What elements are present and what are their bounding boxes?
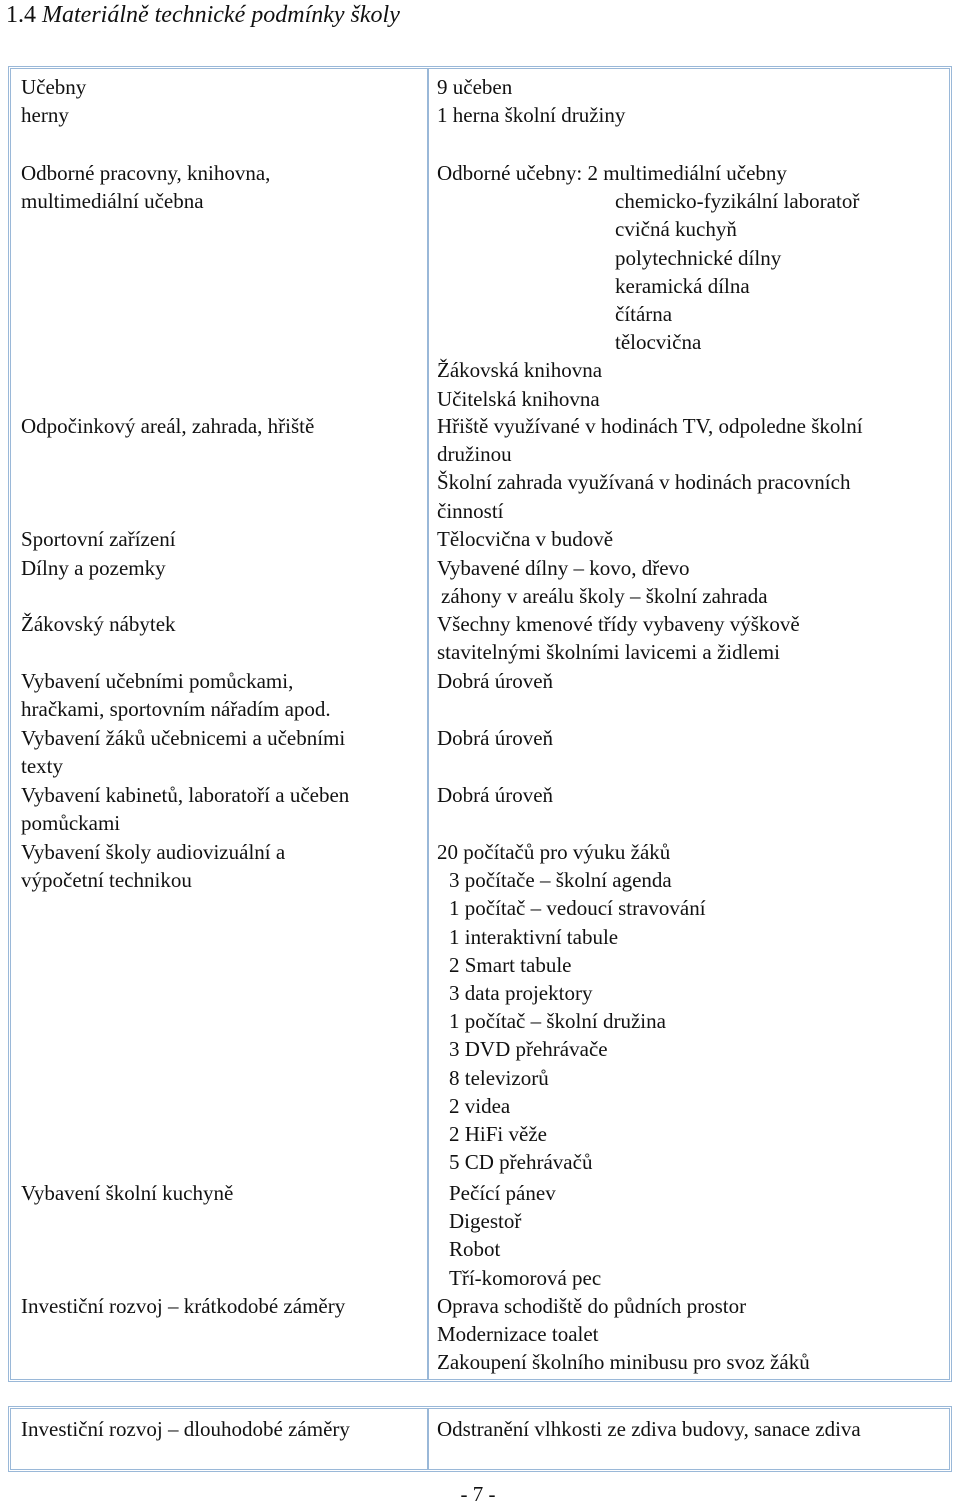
cell-line: čítárna — [615, 302, 673, 327]
cell-line: herny — [21, 103, 69, 128]
long-term-label — [21, 1415, 350, 1443]
cell-line: Tří-komorová pec — [449, 1265, 602, 1290]
cell-line: Učitelská knihovna — [437, 386, 600, 411]
cell-line: 2 Smart tabule — [449, 952, 572, 977]
cell-line: Vybavené dílny – kovo, dřevo — [437, 556, 690, 580]
cell-line: 3 data projektory — [449, 981, 593, 1006]
row-value — [437, 667, 553, 695]
row-label — [21, 525, 176, 553]
cell-line: tělocvična — [615, 330, 702, 355]
row-value — [437, 73, 625, 129]
row-label — [21, 724, 345, 780]
cell-line: 1 interaktivní tabule — [449, 924, 619, 949]
row-value — [437, 525, 613, 553]
row-label — [21, 781, 349, 837]
row-label — [21, 1292, 345, 1320]
cell-line: Pečící pánev — [449, 1181, 556, 1205]
row-value — [437, 554, 768, 610]
long-term-table — [8, 1406, 952, 1472]
row-value — [437, 412, 863, 525]
row-value — [437, 1179, 601, 1292]
cell-line: Investiční rozvoj – krátkodobé záměry — [21, 1294, 346, 1318]
cell-line: multimediální učebna — [21, 189, 204, 214]
cell-line: Robot — [449, 1237, 501, 1262]
row-label — [21, 610, 176, 638]
cell-line: Žákovský nábytek — [21, 612, 176, 636]
cell-line: 5 CD přehrávačů — [449, 1150, 593, 1175]
long-term-value — [437, 1415, 861, 1443]
row-value — [437, 724, 553, 752]
cell-line: stavitelnými školními lavicemi a židlemi — [437, 640, 780, 665]
cell-line: Odborné učebny: 2 multimediální učebny — [437, 161, 787, 185]
row-value — [437, 781, 553, 809]
cell-line: 9 učeben — [437, 75, 513, 99]
cell-line: Odstranění vlhkosti ze zdiva budovy, sanace zdiva — [437, 1417, 861, 1441]
cell-line: Investiční rozvoj – dlouhodobé záměry — [21, 1417, 350, 1441]
cell-line: Hřiště využívané v hodinách TV, odpoledne školní — [437, 414, 863, 438]
cell-line: polytechnické dílny — [615, 245, 782, 270]
cell-line: Všechny kmenové třídy vybaveny výškově — [437, 612, 800, 636]
cell-line: činností — [437, 498, 504, 523]
cell-line: 1 počítač – školní družina — [449, 1009, 666, 1034]
cell-line: 8 televizorů — [449, 1065, 549, 1090]
section-title: Materiálně technické podmínky školy — [42, 2, 400, 28]
row-label — [21, 1179, 233, 1207]
page-number: - 7 - — [460, 1482, 496, 1506]
cell-line: Dobrá úroveň — [437, 783, 554, 807]
row-label — [21, 838, 285, 894]
section-number: 1.4 — [6, 2, 36, 28]
row-value — [437, 159, 859, 413]
cell-line: 1 herna školní družiny — [437, 103, 626, 128]
cell-line: cvičná kuchyň — [615, 217, 737, 242]
cell-line: Odpočinkový areál, zahrada, hřiště — [21, 414, 315, 438]
cell-line: Školní zahrada využívaná v hodinách pracovních — [437, 470, 851, 495]
cell-line: hračkami, sportovním nářadím apod. — [21, 697, 331, 722]
column-divider — [427, 1409, 429, 1469]
cell-line: Žákovská knihovna — [437, 358, 603, 383]
cell-line: Zakoupení školního minibusu pro svoz žáků — [437, 1350, 810, 1375]
row-value — [437, 1292, 810, 1377]
cell-line: 3 DVD přehrávače — [449, 1037, 608, 1062]
cell-line: keramická dílna — [615, 273, 750, 298]
cell-line: texty — [21, 754, 63, 779]
cell-line: Dobrá úroveň — [437, 669, 554, 693]
cell-line: 2 videa — [449, 1093, 511, 1118]
cell-line: Vybavení školní kuchyně — [21, 1181, 234, 1205]
page-footer — [0, 1480, 960, 1508]
cell-line: Dobrá úroveň — [437, 726, 554, 750]
cell-line: Odborné pracovny, knihovna, — [21, 161, 271, 185]
cell-line: Učebny — [21, 75, 87, 99]
cell-line: Vybavení učebními pomůckami, — [21, 669, 294, 693]
row-label — [21, 667, 331, 723]
row-label — [21, 73, 86, 129]
row-label — [21, 412, 314, 440]
cell-line: záhony v areálu školy – školní zahrada — [441, 584, 768, 609]
cell-line: pomůckami — [21, 811, 121, 836]
cell-line: Digestoř — [449, 1209, 522, 1234]
cell-line: Dílny a pozemky — [21, 556, 166, 580]
section-heading — [6, 0, 400, 30]
column-divider — [427, 69, 429, 1379]
cell-line: Tělocvična v budově — [437, 527, 614, 551]
cell-line: Vybavení žáků učebnicemi a učebními — [21, 726, 346, 750]
cell-line: výpočetní technikou — [21, 868, 192, 893]
cell-line: Vybavení kabinetů, laboratoří a učeben — [21, 783, 350, 807]
cell-line: Modernizace toalet — [437, 1322, 599, 1347]
row-label — [21, 159, 270, 215]
conditions-table — [8, 66, 952, 1382]
cell-line: Oprava schodiště do půdních prostor — [437, 1294, 747, 1318]
row-value — [437, 838, 706, 1176]
cell-line: družinou — [437, 442, 512, 467]
cell-line: 20 počítačů pro výuku žáků — [437, 840, 671, 864]
cell-line: Vybavení školy audiovizuální a — [21, 840, 286, 864]
row-label — [21, 554, 166, 582]
cell-line: 2 HiFi věže — [449, 1122, 547, 1147]
cell-line: 3 počítače – školní agenda — [449, 868, 672, 893]
cell-line: Sportovní zařízení — [21, 527, 176, 551]
row-value — [437, 610, 800, 666]
cell-line: chemicko-fyzikální laboratoř — [615, 189, 860, 214]
cell-line: 1 počítač – vedoucí stravování — [449, 896, 706, 921]
